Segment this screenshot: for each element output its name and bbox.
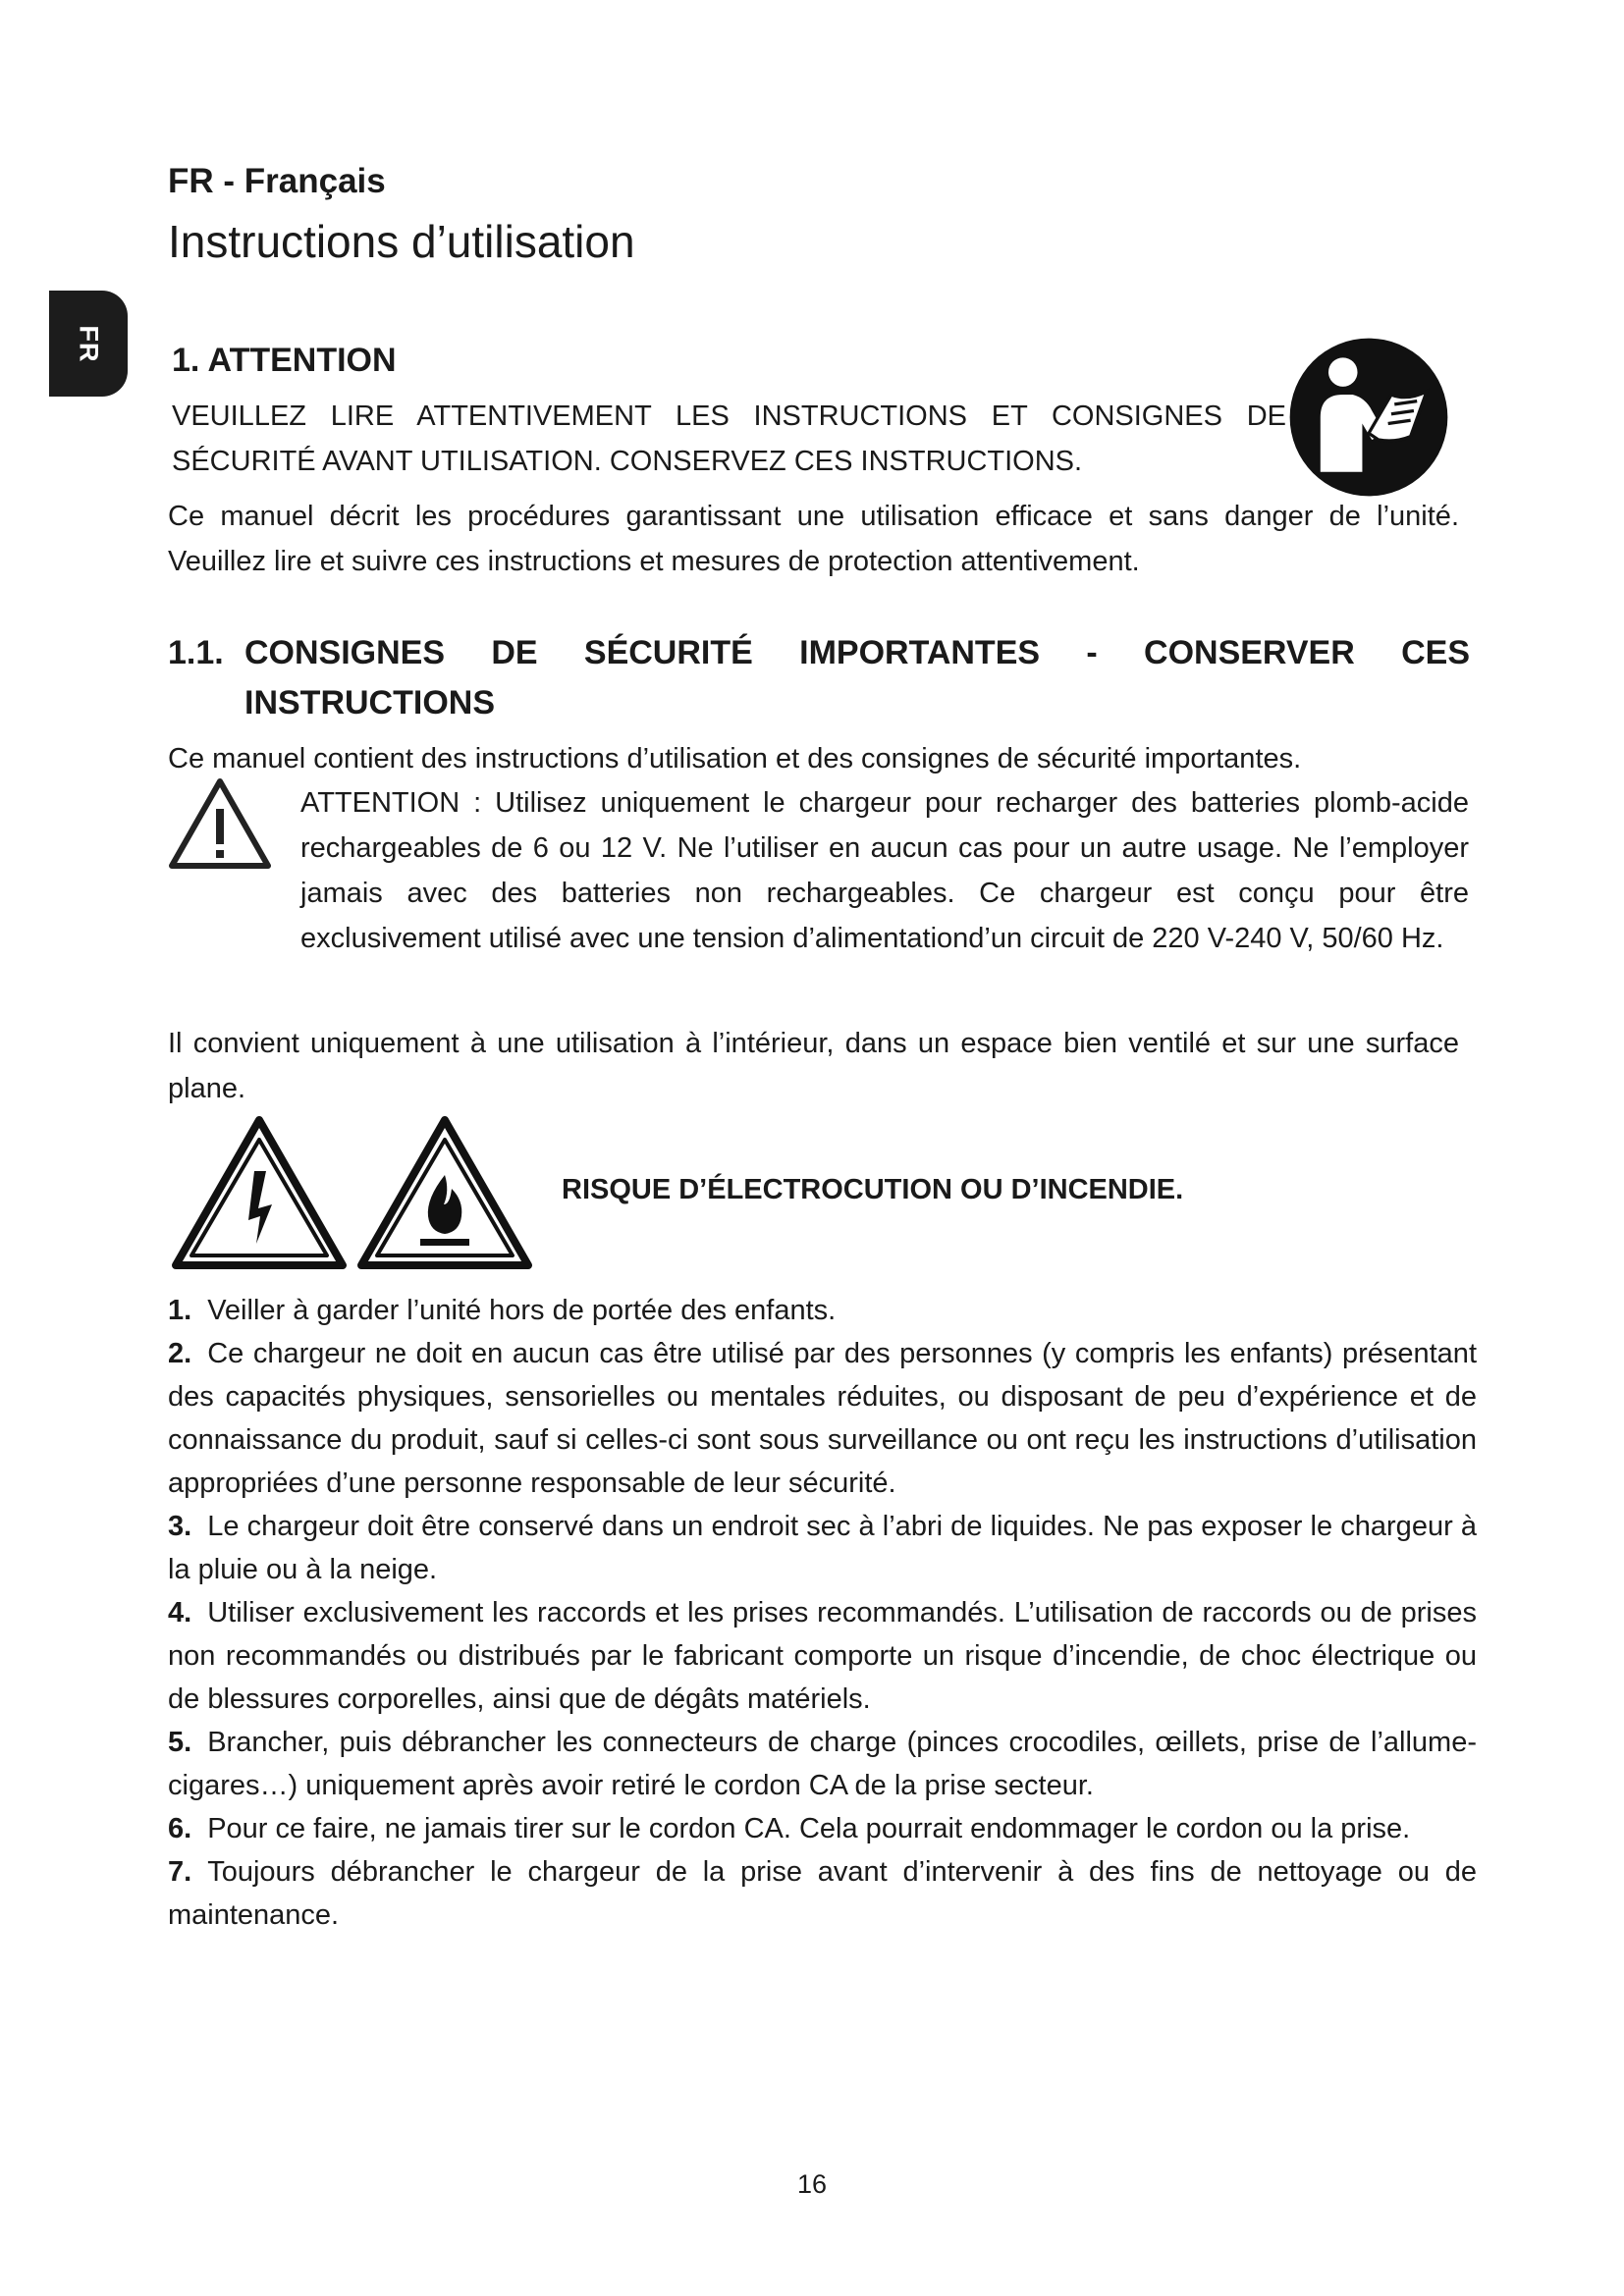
section-number: 1.1. [168, 634, 224, 671]
page-title: Instructions d’utilisation [168, 216, 635, 267]
safety-intro: Ce manuel contient des instructions d’utilisation et des consignes de sécurité importantes. [168, 743, 1302, 774]
page-number: 16 [796, 2169, 828, 2199]
warning-triangle-icon [168, 777, 272, 870]
list-item: 4. Utiliser exclusivement les raccords et les prises recommandés. L’utilisation de raccords ou de prises non recommandés ou distribués par le fabricant comporte un risque d’incendie, de choc électrique ou de blessures corporelles, ainsi que de dégâts matériels. [168, 1597, 1477, 1715]
section-title: CONSIGNES DE SÉCURITÉ IMPORTANTES - CONSERVER CES INSTRUCTIONS [244, 634, 1470, 721]
list-item: 3. Le chargeur doit être conservé dans un endroit sec à l’abri de liquides. Ne pas exposer le chargeur à la pluie ou à la neige. [168, 1511, 1477, 1585]
electric-shock-icon [170, 1114, 349, 1272]
indoor-use-note: Il convient uniquement à une utilisation à l’intérieur, dans un espace bien ventilé et sur une surface plane. [168, 1028, 1459, 1104]
read-instructions-notice: VEUILLEZ LIRE ATTENTIVEMENT LES INSTRUCTIONS ET CONSIGNES DE SÉCURITÉ AVANT UTILISATION. CONSERVEZ CES INSTRUCTIONS. [172, 400, 1286, 477]
language-heading: FR - Français [168, 162, 386, 200]
list-item: 2. Ce chargeur ne doit en aucun cas être utilisé par des personnes (y compris les enfants) présentant des capacités physiques, sensorielles ou mentales réduites, ou disposant de peu d’expérience et de connaissance du produit, sauf si celles-ci sont sous surveillance ou ont reçu les instructions d’utilisation appropriées d’une personne responsable de leur sécurité. [168, 1338, 1477, 1499]
charger-warning: ATTENTION : Utilisez uniquement le chargeur pour recharger des batteries plomb-acide rechargeables de 6 ou 12 V. Ne l’utiliser en aucun cas pour un autre usage. Ne l’employer jamais avec des batteries non rechargeables. Ce chargeur est conçu pour être exclusivement utilisé avec une tension d’alimentationd’un circuit de 220 V-240 V, 50/60 Hz. [300, 787, 1469, 954]
list-item: 7. Toujours débrancher le chargeur de la prise avant d’intervenir à des fins de nettoyage ou de maintenance. [168, 1856, 1477, 1931]
shock-fire-risk-label: RISQUE D’ÉLECTROCUTION OU D’INCENDIE. [562, 1174, 1184, 1205]
list-item: 5. Brancher, puis débrancher les connecteurs de charge (pinces crocodiles, œillets, prise de l’allume-cigares…) uniquement après avoir retiré le cordon CA de la prise secteur. [168, 1727, 1477, 1801]
read-manual-icon [1288, 337, 1449, 498]
list-item: 1. Veiller à garder l’unité hors de portée des enfants. [168, 1295, 837, 1326]
section-heading-safety [168, 628, 1470, 728]
side-tab-label: FR [74, 325, 104, 362]
list-item: 6. Pour ce faire, ne jamais tirer sur le cordon CA. Cela pourrait endommager le cordon ou la prise. [168, 1813, 1411, 1844]
language-side-tab [49, 291, 128, 397]
safety-list [168, 1289, 1477, 1937]
section-heading-attention: 1. ATTENTION [172, 342, 397, 379]
manual-intro: Ce manuel décrit les procédures garantissant une utilisation efficace et sans danger de l’unité. Veuillez lire et suivre ces instructions et mesures de protection attentivement. [168, 501, 1459, 577]
flammable-fire-icon [355, 1114, 534, 1272]
